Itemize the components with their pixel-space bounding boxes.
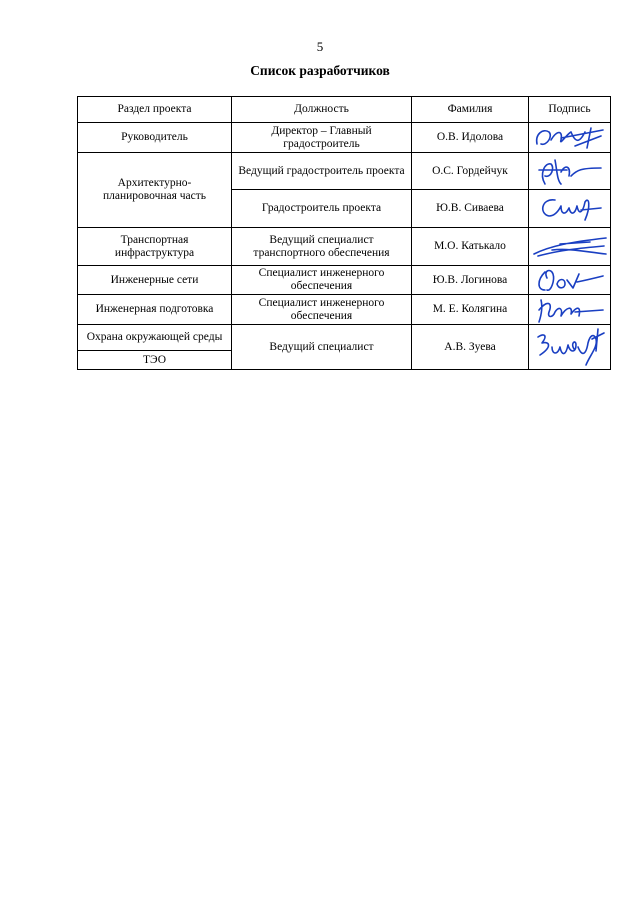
table-row xyxy=(78,325,611,351)
cell-section: Охрана окружающей среды xyxy=(78,325,232,351)
signature-image xyxy=(531,154,609,188)
table-header-row xyxy=(78,97,611,123)
cell-section: Инженерные сети xyxy=(78,266,232,295)
table-row xyxy=(78,153,611,190)
header-signature: Подпись xyxy=(529,97,611,123)
cell-surname: Ю.В. Сиваева xyxy=(412,190,529,228)
header-section: Раздел проекта xyxy=(78,97,232,123)
cell-signature xyxy=(529,153,611,190)
cell-surname: А.В. Зуева xyxy=(412,325,529,370)
cell-signature xyxy=(529,266,611,295)
signature-image xyxy=(531,124,609,152)
cell-position: Ведущий специалист xyxy=(232,325,412,370)
cell-position: Ведущий специалист транспортного обеспечения xyxy=(232,228,412,266)
signature-image xyxy=(531,192,609,226)
cell-section: Руководитель xyxy=(78,123,232,153)
signature-image xyxy=(530,232,610,262)
document-title: Список разработчиков xyxy=(250,63,390,78)
cell-surname: О.В. Идолова xyxy=(412,123,529,153)
cell-position: Ведущий градостроитель проекта xyxy=(232,153,412,190)
page-number: 5 xyxy=(316,39,324,54)
cell-position: Директор – Главный градостроитель xyxy=(232,123,412,153)
cell-signature xyxy=(529,325,611,370)
header-position: Должность xyxy=(232,97,412,123)
cell-surname: М.О. Катькало xyxy=(412,228,529,266)
cell-position: Специалист инженерного обеспечения xyxy=(232,266,412,295)
cell-position: Градостроитель проекта xyxy=(232,190,412,228)
cell-section: Транспортная инфраструктура xyxy=(78,228,232,266)
table-row xyxy=(78,228,611,266)
cell-surname: Ю.В. Логинова xyxy=(412,266,529,295)
header-surname: Фамилия xyxy=(412,97,529,123)
cell-section: Архитектурно-планировочная часть xyxy=(78,153,232,228)
table-row xyxy=(78,266,611,295)
signature-image xyxy=(531,296,609,324)
table-row xyxy=(78,123,611,153)
cell-surname: М. Е. Колягина xyxy=(412,295,529,325)
table-row xyxy=(78,295,611,325)
cell-signature xyxy=(529,228,611,266)
cell-signature xyxy=(529,295,611,325)
developers-table xyxy=(77,96,611,370)
cell-signature xyxy=(529,190,611,228)
signature-image xyxy=(530,325,610,369)
cell-position: Специалист инженерного обеспечения xyxy=(232,295,412,325)
cell-section: ТЭО xyxy=(78,351,232,370)
cell-signature xyxy=(529,123,611,153)
cell-surname: О.С. Гордейчук xyxy=(412,153,529,190)
cell-section: Инженерная подготовка xyxy=(78,295,232,325)
signature-image xyxy=(531,266,609,294)
